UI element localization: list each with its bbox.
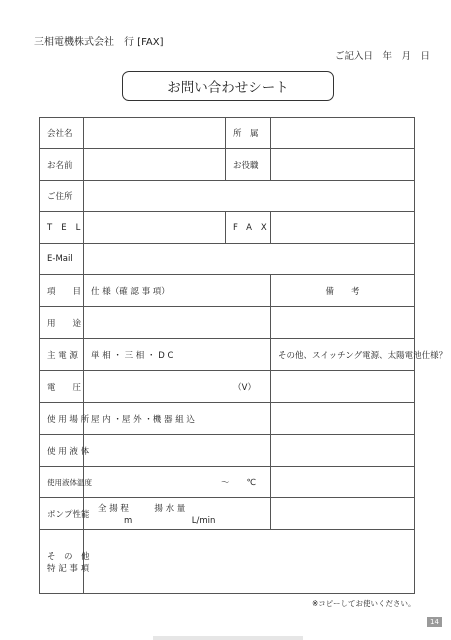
temp-field[interactable]: 〜 ℃	[84, 467, 271, 498]
voltage-remarks[interactable]	[271, 371, 415, 403]
location-options[interactable]: 屋 内 ・屋 外 ・機 器 組 込	[84, 403, 271, 435]
power-remarks[interactable]: その他、スイッチング電源、太陽電池仕様？	[271, 339, 415, 371]
inquiry-form-table	[39, 117, 448, 594]
date-entry-label: ご記入日 年 月 日	[335, 51, 431, 62]
form-title: お問い合わせシート	[122, 71, 334, 101]
voltage-field[interactable]: （V）	[84, 371, 271, 403]
position-label: お役職	[226, 149, 271, 181]
department-label: 所 属	[226, 118, 271, 149]
purpose-remarks[interactable]	[271, 307, 415, 339]
location-remarks[interactable]	[271, 403, 415, 435]
spec-header: 仕 様（確 認 事 項）	[84, 275, 271, 307]
liquid-remarks[interactable]	[271, 435, 415, 467]
recipient-line: 三相電機株式会社 行 [FAX]	[34, 37, 164, 48]
footer-bar	[153, 636, 303, 640]
email-field[interactable]	[84, 244, 415, 275]
other-field[interactable]	[84, 530, 415, 594]
company-label: 会社名	[40, 118, 84, 149]
other-label-line-2: 特 記 事 項	[47, 563, 90, 574]
pump-remarks[interactable]	[271, 498, 415, 530]
name-field[interactable]	[84, 149, 226, 181]
purpose-field[interactable]	[84, 307, 271, 339]
spec-row	[40, 530, 415, 594]
email-label: E-Mail	[40, 244, 84, 275]
liquid-field[interactable]	[84, 435, 271, 467]
pump-label: ポンプ性能	[40, 498, 84, 530]
location-label: 使 用 場 所	[40, 403, 84, 435]
position-field[interactable]	[271, 149, 415, 181]
form-row	[40, 181, 415, 212]
spec-header-row	[40, 275, 415, 307]
form-row	[40, 244, 415, 275]
voltage-label: 電 圧	[40, 371, 84, 403]
spec-row	[40, 371, 415, 403]
spec-row	[40, 498, 415, 530]
page-number: 14	[427, 617, 442, 627]
form-row	[40, 118, 415, 149]
item-header: 項 目	[40, 275, 84, 307]
pump-field[interactable]	[84, 498, 271, 530]
power-label: 主 電 源	[40, 339, 84, 371]
purpose-label: 用 途	[40, 307, 84, 339]
form-row	[40, 149, 415, 181]
temp-remarks[interactable]	[271, 467, 415, 498]
pump-units-label: m L/min	[124, 515, 216, 526]
address-field[interactable]	[84, 181, 415, 212]
other-label	[40, 530, 90, 594]
department-field[interactable]	[271, 118, 415, 149]
liquid-label: 使 用 液 体	[40, 435, 84, 467]
spec-row	[40, 339, 415, 371]
other-label-line-1: そ の 他	[47, 551, 90, 562]
copy-note: ※コピーしてお使いください。	[312, 599, 416, 608]
company-field[interactable]	[84, 118, 226, 149]
spec-row	[40, 435, 415, 467]
spec-row	[40, 403, 415, 435]
pump-head-label: 全 揚 程 揚 水 量	[98, 503, 186, 514]
fax-label: FAX	[226, 212, 271, 244]
power-options[interactable]: 単 相 ・ 三 相 ・ D C	[84, 339, 271, 371]
address-label: ご住所	[40, 181, 84, 212]
spec-row	[40, 467, 415, 498]
tel-label: TEL	[40, 212, 84, 244]
form-row	[40, 212, 415, 244]
spec-row	[40, 307, 415, 339]
name-label: お名前	[40, 149, 84, 181]
remarks-header: 備 考	[271, 275, 415, 307]
tel-field[interactable]	[84, 212, 226, 244]
temp-label: 使用液体温度	[40, 467, 84, 498]
fax-field[interactable]	[271, 212, 415, 244]
